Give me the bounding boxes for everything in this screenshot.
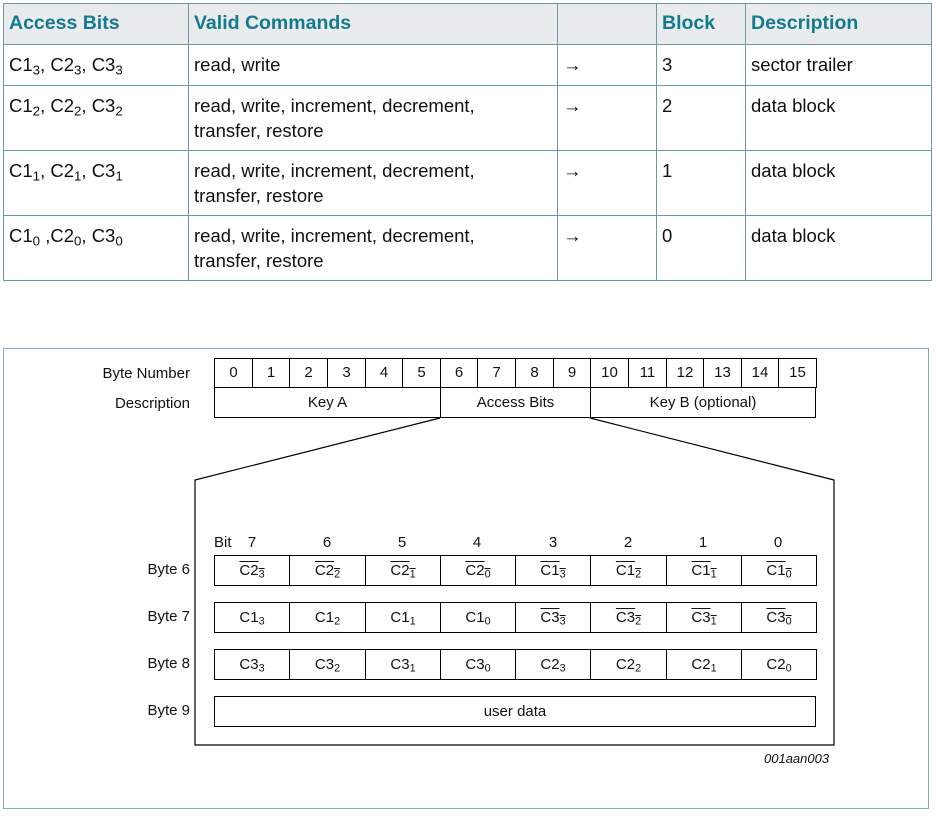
separator: , [40, 54, 51, 75]
bit-subscript: 0 [115, 233, 123, 249]
arrow-cell: → [558, 216, 657, 281]
bit-name: C3 [691, 608, 711, 626]
figure-id: 001aan003 [764, 751, 830, 766]
separator: , [40, 95, 51, 116]
byte-number-cell: 8 [515, 358, 554, 388]
separator: , [81, 95, 92, 116]
byte-number-cell: 0 [214, 358, 253, 388]
byte-number-cell: 11 [628, 358, 667, 388]
bit-subscript: 2 [635, 615, 642, 628]
inverted-bit [390, 562, 415, 580]
command-line: read, write, increment, decrement, [194, 225, 475, 246]
bit-name: C2 [465, 561, 485, 579]
access-bit-cell [590, 649, 667, 680]
access-bit-cell [741, 555, 817, 586]
bit-name: C2 [50, 95, 74, 116]
bit-name: C1 [239, 608, 259, 626]
bit-subscript: 1 [710, 662, 717, 675]
block-cell: 1 [657, 151, 746, 216]
command-line: transfer, restore [194, 250, 324, 271]
bit-subscript: 2 [115, 103, 123, 119]
bit-label: Bit [214, 534, 232, 551]
bit-number: 6 [322, 534, 332, 551]
bit-subscript: 3 [559, 615, 566, 628]
byte-number-cell: 9 [553, 358, 591, 388]
arrow-cell: → [558, 86, 657, 151]
bit-name: C1 [390, 608, 410, 626]
bit-subscript: 2 [334, 568, 341, 581]
access-bit-cell [289, 555, 366, 586]
access-bit-cell [515, 602, 591, 633]
bit-name: C3 [91, 95, 116, 116]
bit-number: 4 [472, 534, 482, 551]
description-cell: data block [746, 216, 932, 281]
description-label: Description [114, 395, 190, 412]
byte-number-cell: 7 [477, 358, 516, 388]
bit-name: C2 [540, 655, 560, 673]
bit-name: C2 [766, 655, 786, 673]
bit-subscript: 3 [258, 662, 265, 675]
bit-subscript: 3 [559, 662, 566, 675]
bit-name: C1 [766, 561, 786, 579]
byte-number-cell: 1 [252, 358, 290, 388]
access-bit-cell [440, 602, 516, 633]
separator: , [81, 225, 92, 246]
bit-subscript: 1 [710, 568, 717, 581]
bit-name: C3 [314, 655, 335, 673]
byte-number-cell: 14 [741, 358, 779, 388]
access-bit [465, 656, 490, 674]
bit-name: C1 [9, 160, 33, 181]
bit-subscript: 1 [409, 662, 416, 675]
bit-subscript: 3 [32, 62, 41, 78]
bit-subscript: 2 [635, 568, 642, 581]
bit-name: C3 [91, 160, 116, 181]
byte-number-cell: 10 [590, 358, 629, 388]
byte-number-cell: 13 [703, 358, 742, 388]
byte-number-cell: 3 [327, 358, 366, 388]
command-line: transfer, restore [194, 120, 324, 141]
access-bit [766, 656, 791, 674]
access-bit-cell [666, 649, 742, 680]
access-bit [390, 609, 415, 627]
bit-name: C3 [239, 655, 259, 673]
segment-key-b: Key B (optional) [590, 387, 816, 418]
access-bit-cell [365, 649, 441, 680]
byte-label: Byte 6 [147, 561, 190, 578]
inverted-bit [616, 562, 641, 580]
access-bit [239, 609, 264, 627]
command-line: read, write [194, 54, 281, 75]
access-bit-cell [214, 602, 290, 633]
access-bit-cell [365, 555, 441, 586]
access-bit [465, 609, 490, 627]
bit-name: C3 [390, 655, 410, 673]
bit-number: 0 [773, 534, 783, 551]
bit-subscript: 0 [484, 568, 491, 581]
byte-number-cell: 12 [666, 358, 704, 388]
description-cell: data block [746, 151, 932, 216]
inverted-bit [315, 562, 340, 580]
access-bit-cell [289, 649, 366, 680]
bit-number: 1 [698, 534, 708, 551]
bit-number: 3 [548, 534, 558, 551]
arrow-cell: → [558, 151, 657, 216]
header-description: Description [746, 4, 932, 45]
segment-access-bits: Access Bits [440, 387, 591, 418]
bit-name: C3 [615, 608, 636, 626]
access-bit [239, 656, 264, 674]
access-bit-cell [741, 649, 817, 680]
bit-name: C2 [50, 54, 74, 75]
inverted-bit [239, 562, 264, 580]
access-bit-cell [440, 555, 516, 586]
header-valid-commands: Valid Commands [189, 4, 558, 45]
command-line: transfer, restore [194, 185, 324, 206]
inverted-bit [691, 609, 716, 627]
block-cell: 3 [657, 45, 746, 86]
bit-name: C1 [540, 561, 560, 579]
bit-name: C2 [314, 561, 335, 579]
bit-subscript: 1 [409, 615, 416, 628]
access-bit-cell [666, 555, 742, 586]
bit-name: C1 [314, 608, 335, 626]
bit-subscript: 2 [334, 615, 341, 628]
bit-subscript: 3 [115, 62, 123, 78]
block-cell: 0 [657, 216, 746, 281]
inverted-bit [540, 609, 565, 627]
inverted-bit [540, 562, 565, 580]
inverted-bit [465, 562, 490, 580]
access-bit-cell [440, 649, 516, 680]
segment-key-a: Key A [214, 387, 441, 418]
bit-name: C3 [465, 655, 485, 673]
bit-subscript: 0 [484, 615, 491, 628]
access-bit-cell [741, 602, 817, 633]
byte-9-label: Byte 9 [147, 702, 190, 719]
bit-name: C2 [691, 655, 711, 673]
inverted-bit [616, 609, 641, 627]
user-data-cell: user data [214, 696, 816, 727]
inverted-bit [766, 562, 791, 580]
bit-number: 5 [397, 534, 407, 551]
bit-name: C1 [9, 95, 33, 116]
bit-subscript: 3 [258, 568, 265, 581]
bit-number: 7 [247, 534, 257, 551]
bit-subscript: 1 [115, 168, 123, 184]
access-bit [691, 656, 716, 674]
bit-name: C2 [615, 655, 636, 673]
header-block: Block [657, 4, 746, 45]
bit-name: C1 [465, 608, 485, 626]
header-access-bits: Access Bits [4, 4, 189, 45]
access-bit [390, 656, 415, 674]
byte-label: Byte 8 [147, 655, 190, 672]
separator: , [40, 225, 51, 246]
bit-subscript: 2 [334, 662, 341, 675]
inverted-bit [766, 609, 791, 627]
bit-name: C3 [91, 225, 116, 246]
bit-name: C1 [691, 561, 711, 579]
access-bit-cell [590, 602, 667, 633]
bit-name: C2 [50, 160, 74, 181]
description-cell: sector trailer [746, 45, 932, 86]
bit-subscript: 1 [32, 168, 41, 184]
command-line: read, write, increment, decrement, [194, 95, 475, 116]
byte-number-cell: 15 [778, 358, 817, 388]
byte-number-cell: 2 [289, 358, 328, 388]
bit-subscript: 0 [785, 662, 792, 675]
bit-name: C3 [91, 54, 116, 75]
access-bit-cell [590, 555, 667, 586]
bit-name: C1 [9, 54, 33, 75]
separator: , [40, 160, 51, 181]
byte-number-cell: 4 [365, 358, 403, 388]
bit-name: C2 [50, 225, 74, 246]
bit-name: C1 [9, 225, 33, 246]
access-bit [315, 609, 340, 627]
separator: , [81, 160, 92, 181]
access-bit-cell [515, 649, 591, 680]
byte-number-cell: 6 [440, 358, 478, 388]
bit-subscript: 2 [74, 103, 82, 119]
bit-subscript: 1 [409, 568, 416, 581]
description-cell: data block [746, 86, 932, 151]
bit-name: C2 [390, 561, 410, 579]
access-bit [315, 656, 340, 674]
bit-subscript: 2 [32, 103, 41, 119]
inverted-bit [691, 562, 716, 580]
bit-subscript: 2 [635, 662, 642, 675]
bit-subscript: 0 [785, 568, 792, 581]
byte-number-label: Byte Number [102, 365, 190, 382]
bit-name: C3 [766, 608, 786, 626]
access-bit-cell [289, 602, 366, 633]
access-bit [616, 656, 641, 674]
bit-subscript: 1 [710, 615, 717, 628]
bit-name: C1 [615, 561, 636, 579]
bit-number: 2 [623, 534, 633, 551]
access-bit [540, 656, 565, 674]
block-cell: 2 [657, 86, 746, 151]
bit-subscript: 0 [484, 662, 491, 675]
arrow-cell: → [558, 45, 657, 86]
bit-subscript: 0 [785, 615, 792, 628]
bit-subscript: 3 [258, 615, 265, 628]
access-bit-cell [666, 602, 742, 633]
access-bit-cell [515, 555, 591, 586]
bit-name: C3 [540, 608, 560, 626]
command-line: read, write, increment, decrement, [194, 160, 475, 181]
access-bit-cell [365, 602, 441, 633]
byte-label: Byte 7 [147, 608, 190, 625]
bit-subscript: 3 [559, 568, 566, 581]
bit-subscript: 0 [32, 233, 41, 249]
bit-subscript: 3 [74, 62, 82, 78]
byte-number-cell: 5 [402, 358, 441, 388]
bit-name: C2 [239, 561, 259, 579]
access-bit-cell [214, 555, 290, 586]
access-bit-cell [214, 649, 290, 680]
bit-subscript: 1 [74, 168, 82, 184]
bit-subscript: 0 [74, 233, 82, 249]
separator: , [81, 54, 92, 75]
